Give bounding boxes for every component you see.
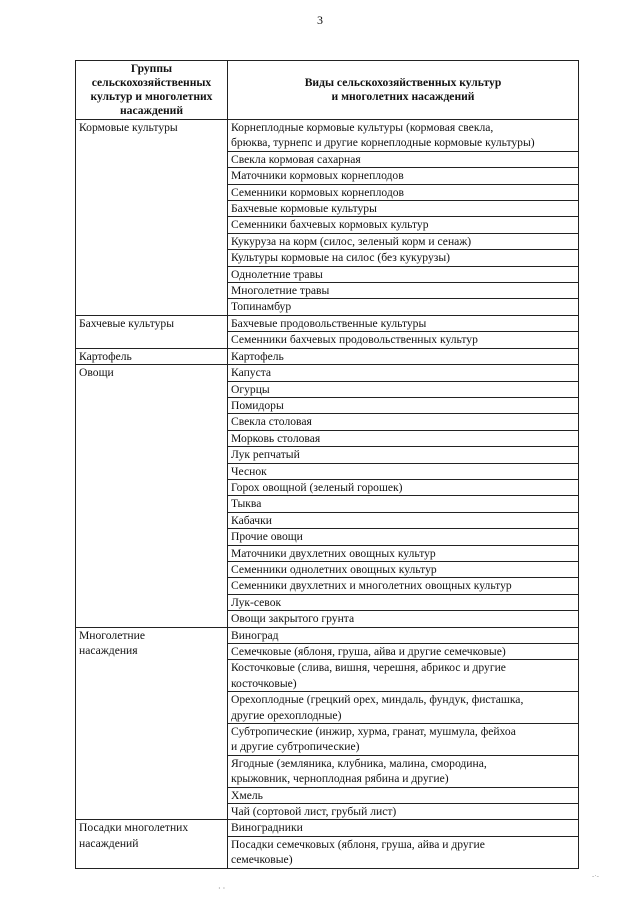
header-groups-line: насаждений <box>119 104 184 118</box>
scan-speck: · · <box>218 884 226 893</box>
crop-type-text: Чай (сортовой лист, грубый лист) <box>231 805 397 819</box>
crop-group-cell <box>76 315 228 348</box>
header-types-line: и многолетних насаждений <box>331 90 475 103</box>
crop-group-cell <box>76 348 228 364</box>
crop-type-cell <box>228 283 579 299</box>
crop-type-cell <box>228 692 579 724</box>
header-types-line: Виды сельскохозяйственных культур <box>304 75 502 89</box>
crop-type-text: Культуры кормовые на силос (без кукурузы) <box>231 251 450 265</box>
crop-type-cell <box>228 545 579 561</box>
crop-type-text: Виноград <box>231 628 279 642</box>
crop-type-cell <box>228 447 579 463</box>
crop-group-cell <box>76 627 228 820</box>
crop-type-text: Прочие овощи <box>231 530 303 544</box>
crop-group-name: Бахчевые культуры <box>79 316 174 330</box>
crop-type-text: Корнеплодные кормовые культуры (кормовая свекла, <box>231 121 494 134</box>
crop-type-cell <box>228 168 579 184</box>
crop-type-text: Семенники кормовых корнеплодов <box>231 185 405 199</box>
crop-type-text: Овощи закрытого грунта <box>231 612 355 626</box>
crop-type-text: Топинамбур <box>231 300 292 314</box>
crop-type-cell <box>228 644 579 660</box>
crop-group-name: насаждений <box>79 836 139 850</box>
crop-type-cell <box>228 804 579 820</box>
crop-type-cell <box>228 332 579 348</box>
crop-type-text: Посадки семечковых (яблоня, груша, айва и другие <box>231 837 485 851</box>
crop-type-cell <box>228 836 579 868</box>
crop-type-text: Орехоплодные (грецкий орех, миндаль, фундук, фисташка, <box>231 693 524 707</box>
crop-type-cell <box>228 724 579 756</box>
crop-type-cell <box>228 381 579 397</box>
crop-type-cell <box>228 233 579 249</box>
crop-type-text: Семенники двухлетних и многолетних овощных культур <box>231 579 512 593</box>
crop-type-text: Тыква <box>231 497 262 511</box>
crop-type-text: Картофель <box>231 349 284 363</box>
header-groups-line: культур и многолетних <box>90 90 213 103</box>
crop-type-text: брюква, турнепс и другие корнеплодные кормовые культуры) <box>231 136 535 150</box>
crop-type-cell <box>228 611 579 627</box>
crop-type-cell <box>228 430 579 446</box>
crop-type-cell <box>228 463 579 479</box>
table-body <box>76 120 579 869</box>
crop-type-cell <box>228 299 579 315</box>
crop-type-text: Хмель <box>231 788 263 802</box>
crop-type-cell <box>228 820 579 836</box>
crop-type-cell <box>228 627 579 643</box>
crop-type-cell <box>228 479 579 495</box>
crop-type-text: Субтропические (инжир, хурма, гранат, мушмула, фейхоа <box>231 725 516 739</box>
crop-type-cell <box>228 529 579 545</box>
header-groups-line: сельскохозяйственных <box>91 75 212 89</box>
crop-type-text: Кабачки <box>231 513 272 527</box>
crop-group-name: Кормовые культуры <box>79 121 178 134</box>
crop-types-table <box>75 60 579 869</box>
crop-type-cell <box>228 315 579 331</box>
crop-type-cell <box>228 266 579 282</box>
crop-type-cell <box>228 365 579 381</box>
crop-group-name: насаждения <box>79 644 138 657</box>
crop-group-name: Посадки многолетних <box>79 821 189 835</box>
crop-type-text: Кукуруза на корм (силос, зеленый корм и сенаж) <box>231 234 472 248</box>
crop-type-text: Семенники бахчевых кормовых культур <box>231 218 429 232</box>
crop-type-text: Семенники однолетних овощных культур <box>231 562 437 576</box>
table-row <box>76 120 579 152</box>
crop-type-text: Маточники двухлетних овощных культур <box>231 546 436 560</box>
crop-type-cell <box>228 397 579 413</box>
table-row <box>76 627 579 643</box>
crop-type-cell <box>228 755 579 787</box>
crop-type-text: Косточковые (слива, вишня, черешня, абрикос и другие <box>231 661 506 675</box>
crop-type-cell <box>228 578 579 594</box>
crop-type-text: Семечковые (яблоня, груша, айва и другие семечковые) <box>231 645 506 658</box>
crop-type-text: Горох овощной (зеленый горошек) <box>231 480 403 494</box>
scan-speck: -·- <box>592 872 599 880</box>
crop-type-text: Однолетние травы <box>231 267 323 281</box>
crop-type-text: и другие субтропические) <box>231 740 360 754</box>
table-header-row <box>76 61 579 120</box>
crop-type-text: Ягодные (земляника, клубника, малина, смородина, <box>231 756 487 770</box>
crop-type-cell <box>228 496 579 512</box>
crop-type-cell <box>228 787 579 803</box>
crop-type-text: крыжовник, черноплодная рябина и другие) <box>231 772 449 786</box>
crop-type-text: Помидоры <box>231 398 284 412</box>
crop-type-cell <box>228 660 579 692</box>
crop-type-text: Маточники кормовых корнеплодов <box>231 169 404 183</box>
crop-type-text: Свекла кормовая сахарная <box>231 152 361 166</box>
crop-type-cell <box>228 414 579 430</box>
crop-type-cell <box>228 250 579 266</box>
crop-group-name: Картофель <box>79 349 132 363</box>
table-row <box>76 315 579 331</box>
crop-type-text: Виноградники <box>231 821 303 835</box>
crop-type-text: Огурцы <box>231 382 270 396</box>
crop-group-cell <box>76 120 228 316</box>
header-groups <box>76 61 228 120</box>
crop-type-cell <box>228 594 579 610</box>
page-number: 3 <box>317 13 323 27</box>
crop-type-text: Бахчевые кормовые культуры <box>231 202 377 216</box>
crop-type-cell <box>228 184 579 200</box>
table-row <box>76 348 579 364</box>
crop-type-cell <box>228 201 579 217</box>
crop-type-text: Многолетние травы <box>231 284 330 298</box>
header-types <box>228 61 579 120</box>
crop-group-name: Овощи <box>79 366 114 380</box>
crop-type-text: Капуста <box>231 366 272 380</box>
crop-type-text: Бахчевые продовольственные культуры <box>231 316 427 330</box>
crop-type-cell <box>228 217 579 233</box>
table-row <box>76 365 579 381</box>
crop-type-cell <box>228 561 579 577</box>
crop-type-text: Свекла столовая <box>231 415 312 429</box>
crop-type-text: Лук-севок <box>231 595 282 609</box>
crop-type-cell <box>228 151 579 167</box>
crop-type-text: Чеснок <box>231 464 267 478</box>
crop-type-text: Семенники бахчевых продовольственных культур <box>231 333 478 347</box>
table-row <box>76 820 579 836</box>
crop-group-cell <box>76 365 228 628</box>
crop-type-cell <box>228 512 579 528</box>
crop-group-cell <box>76 820 228 868</box>
header-groups-line: Группы <box>130 61 173 75</box>
crop-type-text: семечковые) <box>231 853 293 867</box>
crop-type-text: Морковь столовая <box>231 431 321 445</box>
crop-group-name: Многолетние <box>79 628 145 642</box>
crop-type-text: Лук репчатый <box>231 448 300 462</box>
crop-type-text: другие орехоплодные) <box>231 708 342 722</box>
crop-type-text: косточковые) <box>231 676 297 690</box>
crop-type-cell <box>228 348 579 364</box>
crop-type-cell <box>228 120 579 152</box>
